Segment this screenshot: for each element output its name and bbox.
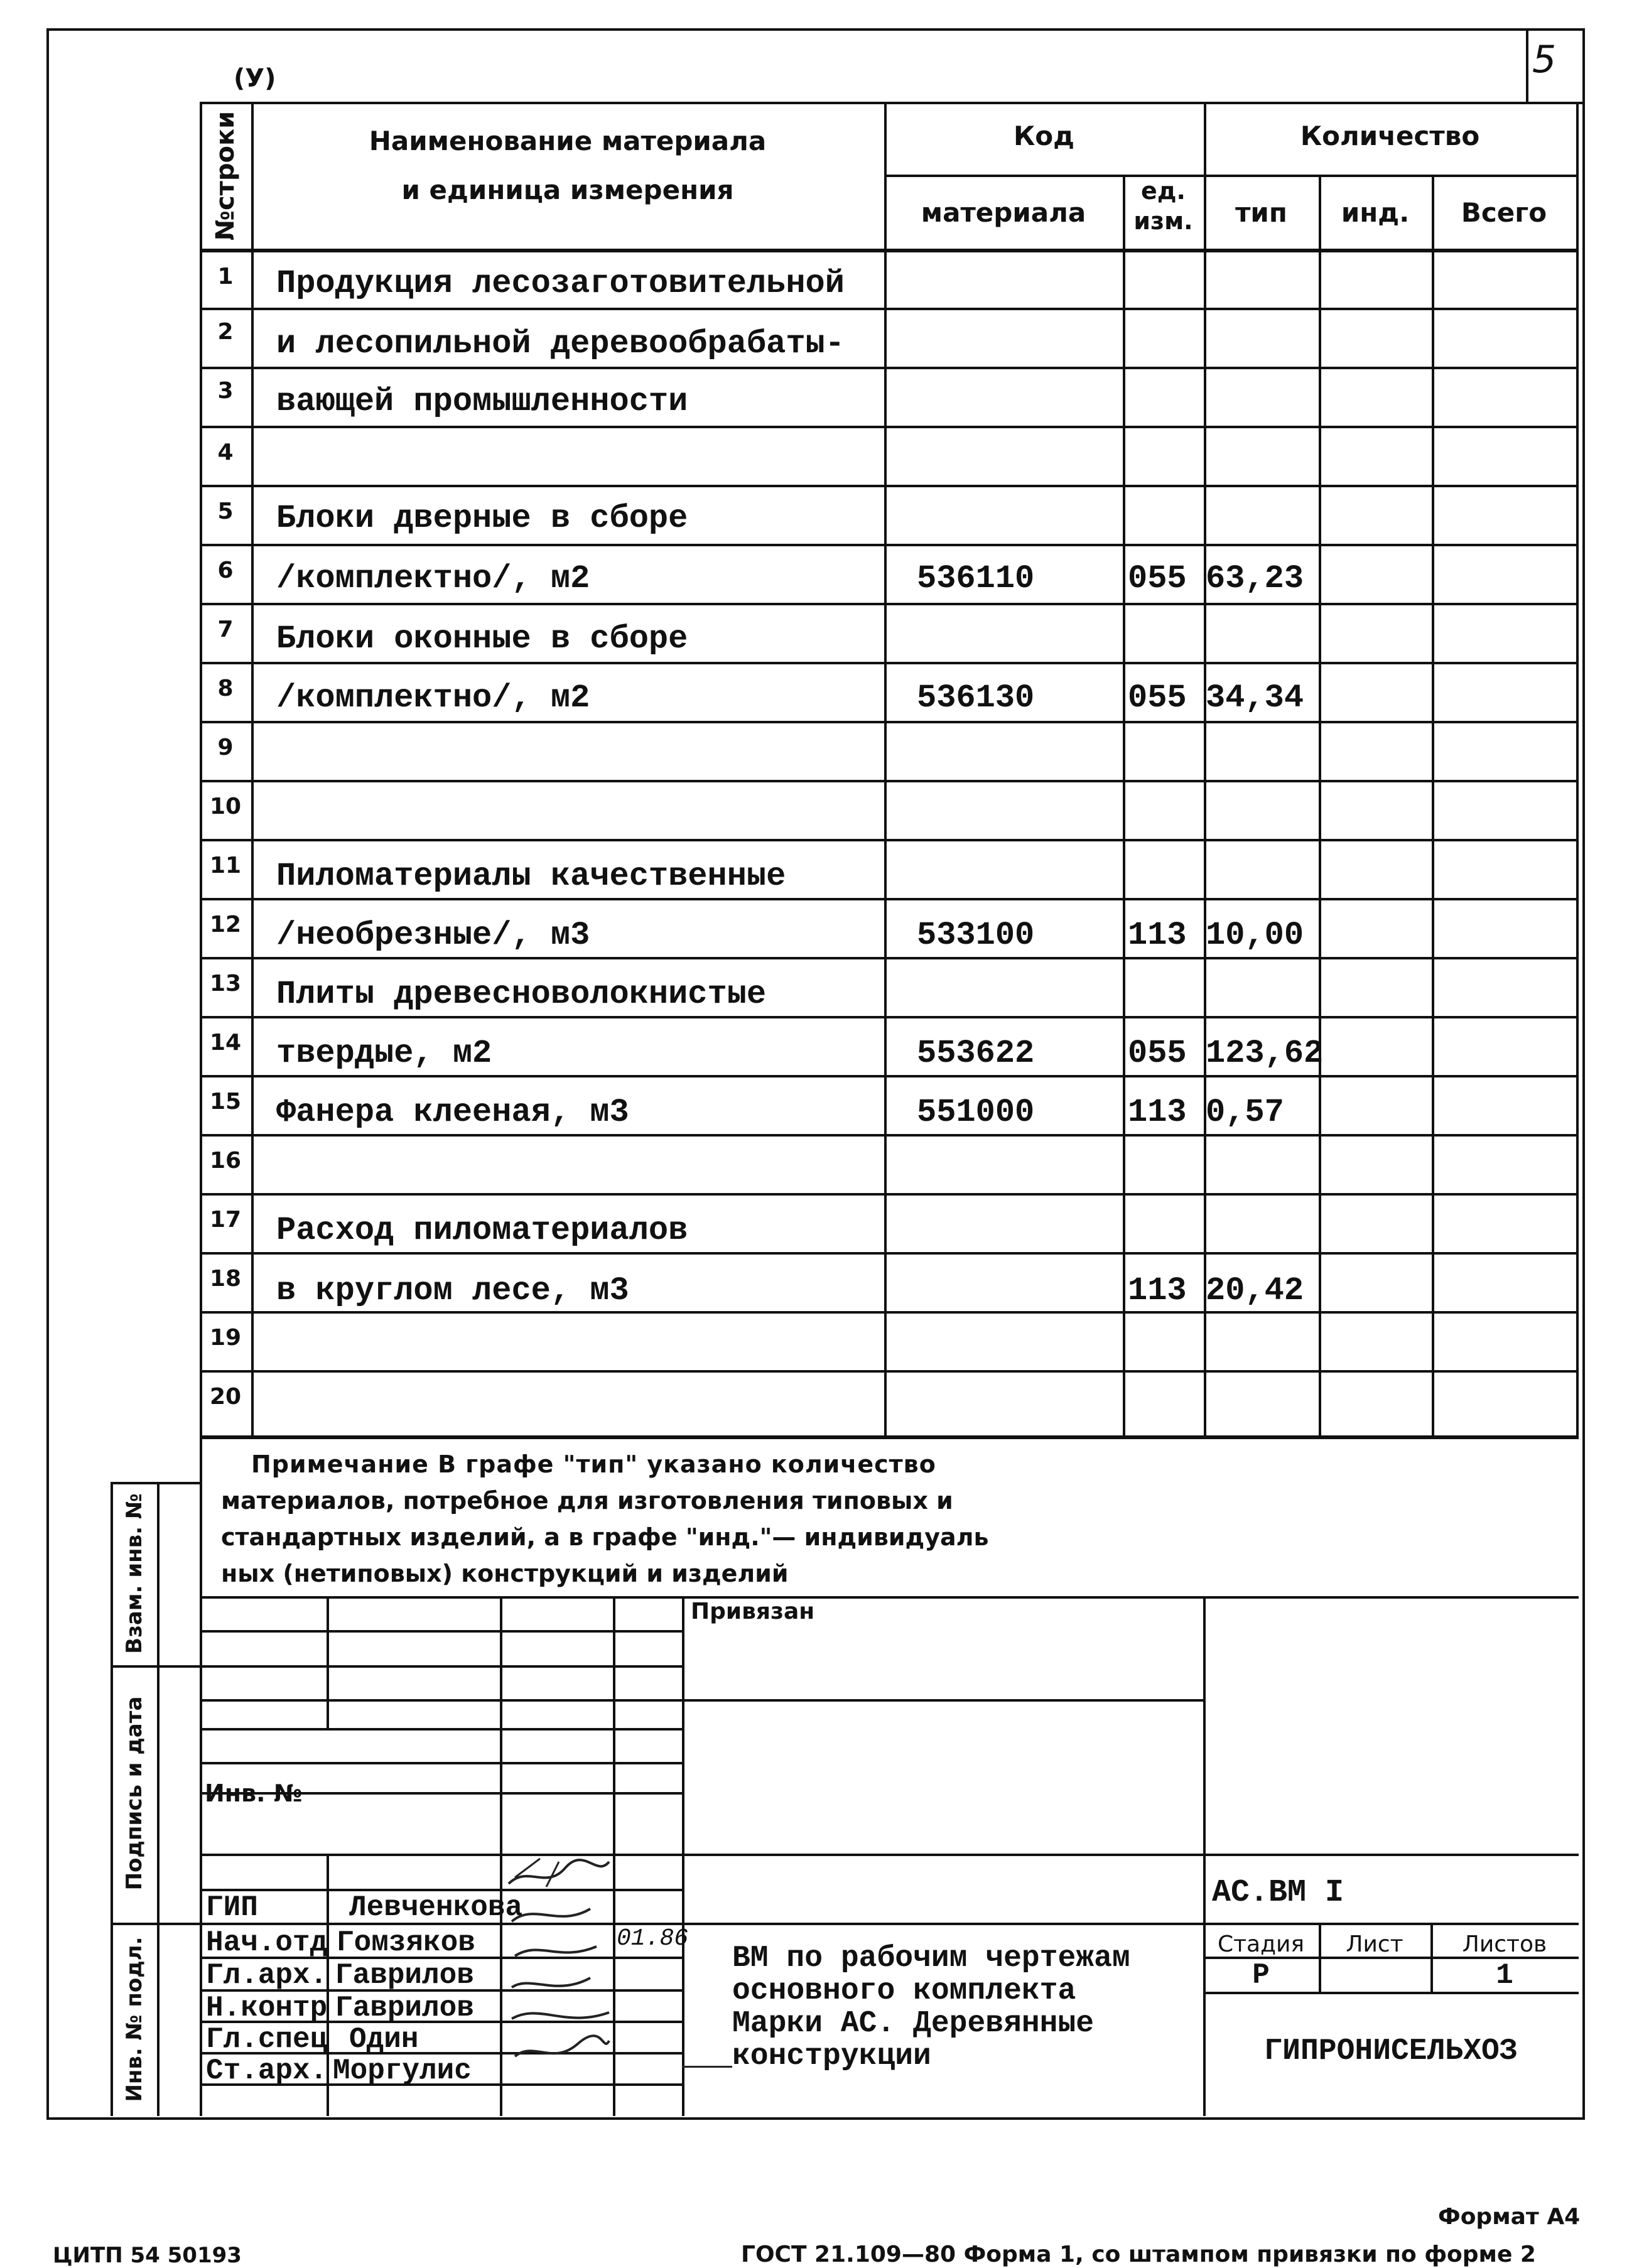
- document-mark: АС.ВМ I: [1212, 1875, 1344, 1911]
- material-code: 536130: [917, 679, 1035, 716]
- material-name: вающей промышленности: [276, 383, 688, 420]
- inv-no-label: Инв. №: [205, 1779, 303, 1807]
- material-name: /комплектно/, м2: [276, 560, 590, 597]
- signature-icon: [502, 1852, 615, 2085]
- type-quantity: 63,23: [1206, 560, 1304, 597]
- material-name: Пиломатериалы качественные: [276, 858, 786, 895]
- role-label: Нач.отд: [206, 1926, 328, 1959]
- total-header: Всего: [1461, 197, 1547, 228]
- inv-podl-label: Инв. № подл.: [122, 1936, 147, 2102]
- doc-title-line: основного комплекта: [732, 1974, 1076, 2008]
- sign-date: 01.86: [617, 1925, 689, 1952]
- sheets-label: Листов: [1462, 1931, 1547, 1957]
- person-name: Один: [349, 2023, 419, 2056]
- page-number: 5: [1532, 38, 1557, 82]
- unit-header-line1: ед.: [1141, 177, 1186, 205]
- unit-code: 055: [1128, 560, 1187, 597]
- role-label: Гл.спец: [206, 2023, 328, 2056]
- type-quantity: 20,42: [1206, 1272, 1304, 1309]
- privyazan-label: Привязан: [691, 1599, 815, 1624]
- role-label: Н.контр: [206, 1992, 328, 2024]
- name-header-line2: и единица измерения: [401, 175, 734, 205]
- format-label: Формат А4: [1438, 2204, 1581, 2230]
- ind-header: инд.: [1341, 197, 1410, 228]
- material-name: твердые, м2: [276, 1035, 492, 1072]
- person-name: Левченкова: [349, 1891, 523, 1924]
- note-line: ных (нетиповых) конструкций и изделий: [221, 1560, 789, 1587]
- podpis-data-label: Подпись и дата: [122, 1696, 147, 1891]
- role-label: Ст.арх.: [206, 2055, 328, 2087]
- doc-title-line: Марки АС. Деревянные: [732, 2007, 1095, 2041]
- unit-code: 113: [1128, 917, 1187, 954]
- note-line: стандартных изделий, а в графе "инд."— индивидуаль: [221, 1523, 989, 1551]
- material-name: /необрезные/, м3: [276, 917, 590, 954]
- material-code: 533100: [917, 917, 1035, 954]
- corner-mark: (У): [234, 64, 276, 93]
- footer-left-code: ЦИТП 54 50193: [53, 2243, 242, 2268]
- material-name: Блоки дверные в сборе: [276, 500, 688, 537]
- organization-name: ГИПРОНИСЕЛЬХОЗ: [1264, 2034, 1518, 2068]
- type-header: тип: [1235, 197, 1287, 228]
- role-label: ГИП: [206, 1891, 258, 1924]
- type-quantity: 0,57: [1206, 1094, 1284, 1131]
- sheet-label: Лист: [1346, 1931, 1403, 1957]
- role-label: Гл.арх.: [206, 1959, 328, 1992]
- person-name: Гомзяков: [337, 1926, 475, 1959]
- stage-label: Стадия: [1217, 1931, 1305, 1957]
- unit-code: 113: [1128, 1094, 1187, 1131]
- note-line: материалов, потребное для изготовления типовых и: [221, 1487, 953, 1515]
- type-quantity: 34,34: [1206, 679, 1304, 716]
- material-name: Фанера клееная, м3: [276, 1094, 629, 1131]
- footer-gost: ГОСТ 21.109—80 Форма 1, со штампом привязки по форме 2: [741, 2242, 1536, 2267]
- unit-header-line2: изм.: [1133, 207, 1193, 235]
- person-name: Гаврилов: [335, 1992, 474, 2024]
- unit-code: 113: [1128, 1272, 1187, 1309]
- material-name: /комплектно/, м2: [276, 679, 590, 716]
- doc-title-line: ВМ по рабочим чертежам: [732, 1941, 1130, 1975]
- material-name: и лесопильной деревообрабаты-: [276, 325, 845, 362]
- doc-title-line: конструкции: [732, 2039, 931, 2073]
- sheets-value: 1: [1496, 1959, 1513, 1992]
- note-line: Примечание В графе "тип" указано количество: [251, 1450, 936, 1478]
- material-name: в круглом лесе, м3: [276, 1272, 629, 1309]
- unit-code: 055: [1128, 1035, 1187, 1072]
- material-name: Блоки оконные в сборе: [276, 620, 688, 657]
- type-quantity: 123,62: [1206, 1035, 1324, 1072]
- row-number-header: №строки: [211, 111, 240, 241]
- material-code: 553622: [917, 1035, 1035, 1072]
- material-code: 536110: [917, 560, 1035, 597]
- quantity-header: Количество: [1300, 121, 1480, 151]
- vzam-inv-label: Взам. инв. №: [122, 1493, 147, 1654]
- material-name: Продукция лесозаготовительной: [276, 265, 845, 302]
- type-quantity: 10,00: [1206, 917, 1304, 954]
- stage-value: Р: [1252, 1959, 1270, 1992]
- material-name: Плиты древесноволокнистые: [276, 976, 767, 1013]
- person-name: Моргулис: [333, 2055, 472, 2087]
- material-code: 551000: [917, 1094, 1035, 1131]
- material-code-header: материала: [921, 197, 1086, 228]
- person-name: Гаврилов: [335, 1959, 474, 1992]
- material-name: Расход пиломатериалов: [276, 1212, 688, 1249]
- code-header: Код: [1013, 121, 1075, 151]
- name-header-line1: Наименование материала: [369, 126, 767, 156]
- unit-code: 055: [1128, 679, 1187, 716]
